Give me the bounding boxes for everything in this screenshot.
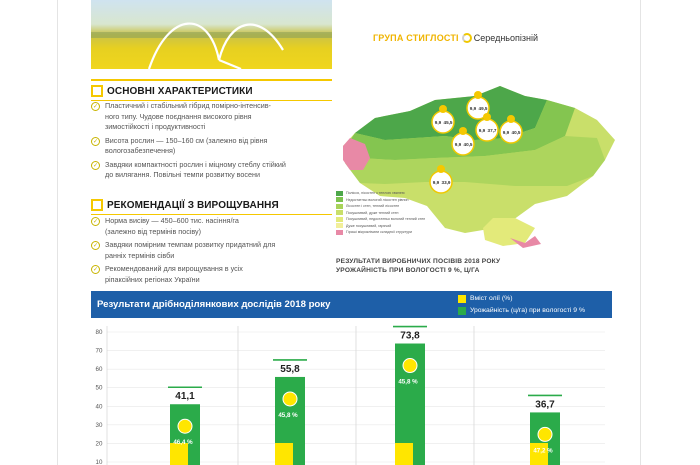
- check-icon: ✓: [92, 243, 99, 249]
- check-icon: ✓: [92, 162, 99, 169]
- y-tick-label: 10: [95, 459, 103, 465]
- map-caption-line: РЕЗУЛЬТАТИ ВИРОБНИЧИХ ПОСІВІВ 2018 РОКУ: [336, 258, 501, 265]
- pin-value: 49,5: [478, 106, 488, 111]
- brand-arc-graphic: [91, 0, 332, 69]
- recommendations-item-line: ріпаксійних регіонах України: [105, 274, 200, 284]
- characteristics-title: ОСНОВНІ ХАРАКТЕРИСТИКИ: [107, 85, 253, 97]
- recommendations-item-text: [105, 240, 275, 261]
- characteristics-heading: [91, 84, 332, 98]
- legend-label: Гірські мікроклімати складної структури: [346, 230, 413, 235]
- recommendations-heading: [91, 198, 332, 212]
- legend-label: Посушливий, дуже теплий степ: [346, 210, 399, 215]
- pin-value: 45,5: [443, 120, 453, 125]
- recommendations-item-line: Рекомендований для вирощування в усіх: [105, 264, 243, 273]
- y-tick-label: 80: [95, 329, 103, 336]
- ripeness-label: ГРУПА СТИГЛОСТІ: [373, 33, 459, 43]
- legend-label-yield: Урожайність (ц/га) при вологості 9 %: [470, 307, 585, 314]
- page-edge-right: [640, 0, 641, 465]
- oil-value-label: 46,4 %: [173, 439, 193, 447]
- ripeness-group: [373, 33, 538, 43]
- oil-bar: [170, 443, 188, 465]
- legend-swatch: [336, 191, 343, 196]
- legend-label: Полісся, лісостеп з теплою хвилею: [346, 191, 405, 196]
- recommendations-item: [91, 216, 332, 237]
- legend-swatch: [336, 204, 343, 209]
- oil-drop-icon: [538, 427, 552, 441]
- check-icon: ✓: [92, 104, 99, 110]
- pin-value: 37,7: [487, 128, 497, 133]
- characteristics-item: [91, 136, 332, 157]
- oil-bar: [275, 443, 293, 465]
- yield-value-label: 55,8: [280, 363, 300, 375]
- recommendations-item-line: Завдяки помірним темпам розвитку придатний для: [105, 240, 276, 249]
- pin-value: 33,9: [441, 180, 451, 185]
- legend-label: Недостатньо вологий лісостеп рівнин: [346, 197, 409, 202]
- characteristics-item-text: [105, 160, 286, 181]
- oil-drop-icon: [483, 113, 491, 121]
- recommendations-item: [91, 240, 332, 261]
- characteristics-item: [91, 101, 332, 133]
- check-icon: ✓: [92, 219, 99, 225]
- legend-swatch-yield: [458, 307, 466, 315]
- pin-value: 40,5: [463, 142, 473, 147]
- chart-plot: [85, 322, 615, 465]
- characteristics-item-line: ного типу. Чудове поєднання високого рівня: [105, 111, 252, 121]
- legend-swatch: [336, 210, 343, 215]
- recommendations-item-line: Норма висіву — 450–600 тис. насіння/га: [105, 216, 239, 225]
- oil-drop-icon: [283, 392, 297, 406]
- divider: [91, 79, 332, 81]
- characteristics-item-line: до вилягання. Повільні темпи розвитку восени: [105, 170, 260, 179]
- legend-swatch: [336, 230, 343, 235]
- yield-value-label: 41,1: [175, 391, 195, 403]
- pin-value: 40,5: [511, 130, 521, 135]
- yield-value-label: 36,7: [535, 399, 555, 411]
- characteristics-item-text: [105, 136, 267, 157]
- y-tick-label: 60: [95, 366, 103, 374]
- characteristics-item-line: вологозабезпечення): [105, 146, 176, 155]
- legend-swatch-oil: [458, 295, 466, 303]
- oil-drop-icon: [439, 105, 447, 113]
- map-caption-line: УРОЖАЙНІСТЬ ПРИ ВОЛОГОСТІ 9 %, Ц/ГА: [336, 267, 480, 274]
- page-edge-left: [57, 0, 58, 465]
- legend-swatch: [336, 197, 343, 202]
- oil-drop-icon: [403, 359, 417, 373]
- oil-drop-icon: [178, 419, 192, 433]
- oil-value-label: 45,8 %: [398, 378, 418, 386]
- y-tick-label: 70: [95, 347, 103, 355]
- pin-value: 9,9: [454, 142, 462, 147]
- right-margin: [640, 0, 700, 465]
- recommendations-item-line: ранніх термінів сівби: [105, 250, 175, 260]
- recommendations-title: РЕКОМЕНДАЦІЇ З ВИРОЩУВАННЯ: [107, 199, 279, 211]
- ripeness-ring-icon: [462, 33, 472, 43]
- legend-row: [336, 229, 456, 236]
- oil-drop-icon: [474, 91, 482, 99]
- y-tick-label: 20: [95, 440, 103, 448]
- pin-value: 9,9: [502, 130, 510, 135]
- check-icon: ✓: [92, 138, 99, 145]
- y-tick-label: 50: [95, 384, 103, 392]
- legend-label: Лісостеп і степ, теплий лісостеп: [346, 204, 400, 209]
- check-icon: ✓: [92, 267, 99, 273]
- oil-value-label: 47,2 %: [533, 447, 553, 455]
- pin-value: 9,9: [432, 180, 440, 185]
- oil-drop-icon: [507, 115, 515, 123]
- oil-bar: [395, 443, 413, 465]
- legend-label: Дуже посушливий, гарячий: [346, 223, 392, 228]
- oil-drop-icon: [437, 165, 445, 173]
- characteristics-item: [91, 160, 332, 181]
- map-caption: [336, 257, 566, 275]
- oil-value-label: 45,8 %: [278, 411, 298, 419]
- legend-label-oil: Вміст олії (%): [470, 295, 513, 302]
- pin-value: 9,9: [469, 106, 477, 111]
- map-legend: [336, 190, 456, 236]
- legend-swatch: [336, 223, 343, 228]
- recommendations-item-text: [105, 264, 243, 285]
- y-tick-label: 40: [95, 403, 103, 411]
- chart-title: Результати дрібноділянкових дослідів 2018 року: [97, 299, 331, 310]
- pin-value: 9,9: [478, 128, 486, 133]
- rapeseed-field-photo: [91, 0, 332, 69]
- pin-value: 9,9: [434, 120, 442, 125]
- recommendations-item: [91, 264, 332, 285]
- yield-value-label: 73,8: [400, 330, 420, 342]
- legend-swatch: [336, 217, 343, 222]
- y-tick-label: 30: [95, 421, 103, 429]
- ripeness-value: Середньопізній: [473, 33, 538, 43]
- oil-drop-icon: [459, 127, 467, 135]
- characteristics-item-text: [105, 101, 271, 133]
- legend-label: Посушливий, недостатньо вологий теплий степ: [346, 217, 426, 222]
- recommendations-item-text: [105, 216, 239, 237]
- recommendations-item-line: (залежно від термінів посіву): [105, 226, 202, 236]
- characteristics-item-line: Пластичний і стабільний гібрид помірно-інтенсив-: [105, 101, 271, 110]
- characteristics-item-line: Висота рослин — 150–160 см (залежно від рівня: [105, 135, 268, 145]
- characteristics-item-line: зимостійкості і продуктивності: [105, 122, 206, 131]
- characteristics-item-line: Завдяки компактності рослин і міцному стеблу стійкий: [105, 159, 286, 169]
- left-margin: [0, 0, 57, 465]
